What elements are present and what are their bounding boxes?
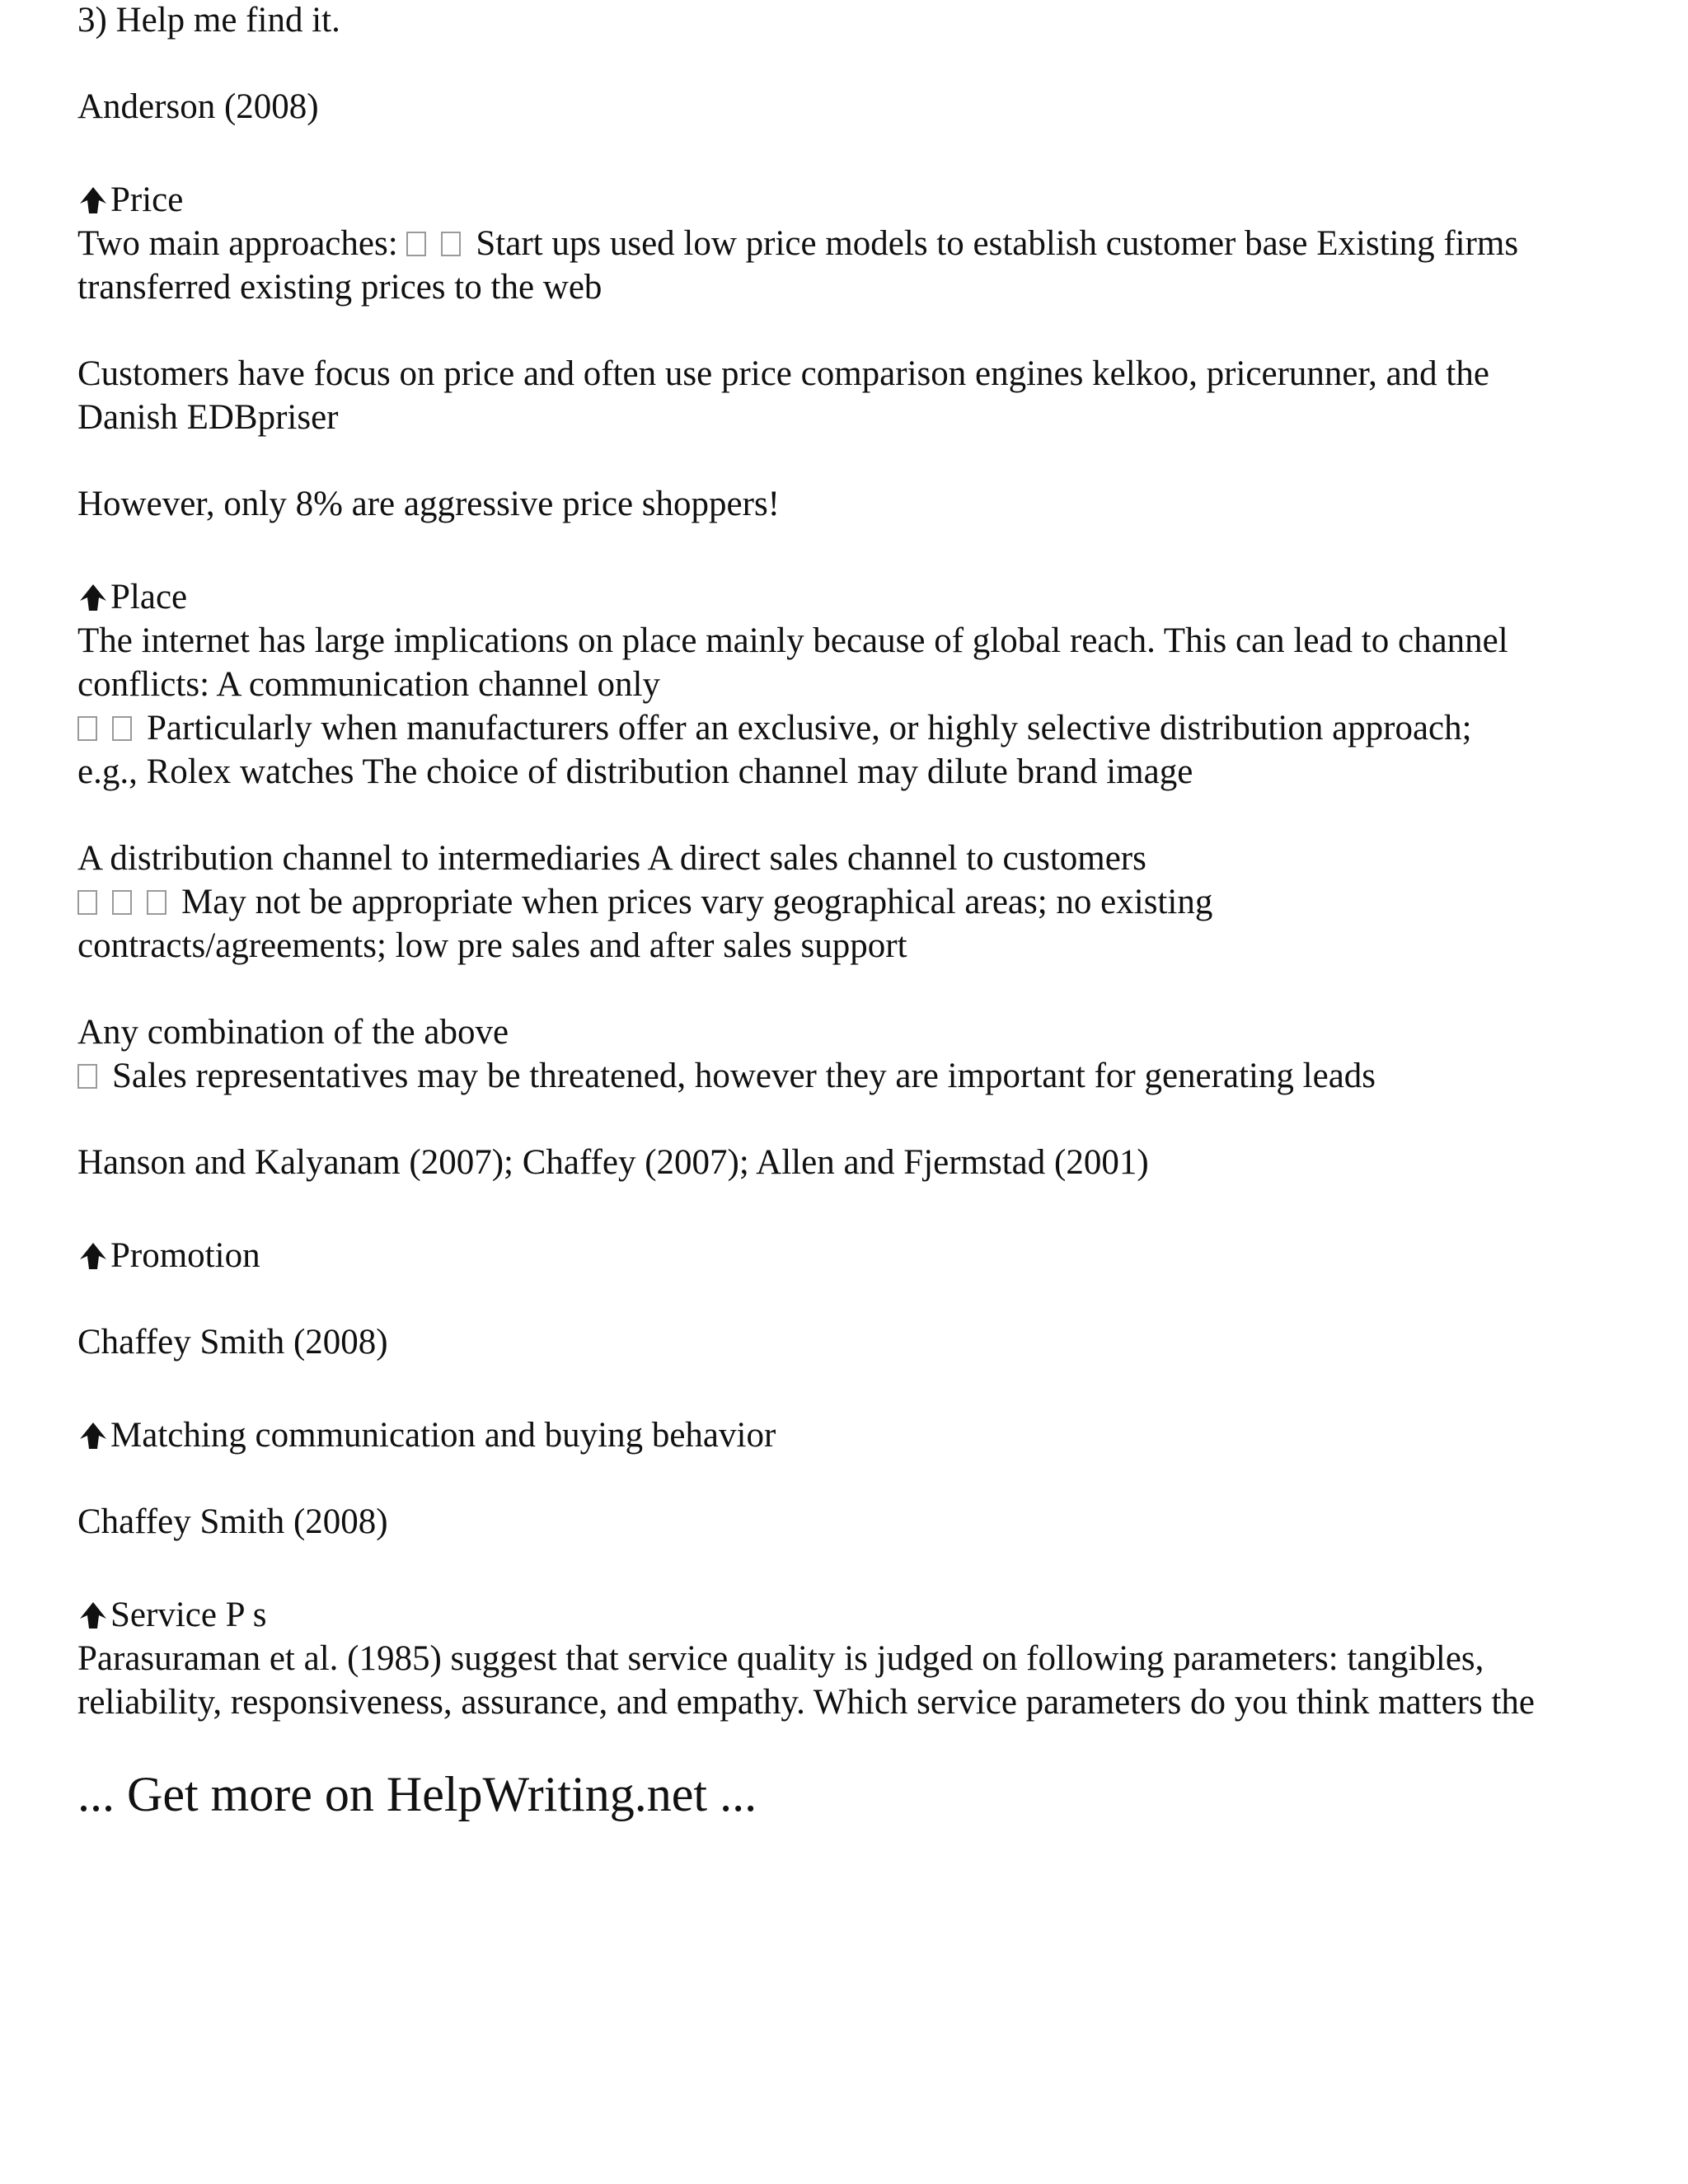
price-aggressive-line: However, only 8% are aggressive price shoppers!	[77, 485, 781, 523]
price-customers-line-1: Customers have focus on price and often use price comparison engines kelkoo, pricerunner, and the	[77, 354, 1489, 393]
place-para1-line-2: conflicts: A communication channel only	[77, 665, 660, 704]
section-heading-service	[77, 1593, 1627, 1637]
section-title-promotion: Promotion	[110, 1236, 260, 1275]
missing-glyph-box	[112, 890, 132, 915]
missing-glyph-box	[112, 716, 132, 741]
place-para1-line-3	[77, 706, 1627, 750]
up-arrow-icon	[77, 1240, 109, 1272]
citation-promotion: Chaffey Smith (2008)	[77, 1323, 388, 1361]
price-approaches-text: Two main approaches:	[77, 224, 407, 263]
section-title-price: Price	[110, 180, 184, 219]
place-sales-reps-text: Sales representatives may be threatened, however they are important for generating leads	[112, 1057, 1376, 1095]
place-para3-line-2	[77, 1054, 1627, 1098]
up-arrow-icon	[77, 581, 109, 614]
place-para2-line-3: contracts/agreements; low pre sales and after sales support	[77, 926, 907, 965]
citation-matching: Chaffey Smith (2008)	[77, 1502, 388, 1541]
up-arrow-icon	[77, 1599, 109, 1632]
section-heading-matching	[77, 1413, 1627, 1457]
section-heading-price	[77, 178, 1627, 222]
missing-glyph-box	[147, 890, 166, 915]
citation-place: Hanson and Kalyanam (2007); Chaffey (2007); Allen and Fjermstad (2001)	[77, 1143, 1149, 1182]
service-line-2: reliability, responsiveness, assurance, and empathy. Which service parameters do you think matters the	[77, 1683, 1536, 1722]
price-startups-text: Start ups used low price models to establish customer base Existing firms	[476, 224, 1519, 263]
place-prices-vary-text: May not be appropriate when prices vary geographical areas; no existing	[181, 883, 1213, 921]
place-para3-line-1: Any combination of the above	[77, 1013, 509, 1052]
section-title-service: Service P s	[110, 1596, 267, 1634]
up-arrow-icon	[77, 1419, 109, 1452]
price-transferred-line: transferred existing prices to the web	[77, 268, 603, 307]
place-para2-line-2	[77, 880, 1627, 924]
section-heading-promotion	[77, 1234, 1627, 1277]
place-para1-line-4: e.g., Rolex watches The choice of distribution channel may dilute brand image	[77, 752, 1193, 791]
missing-glyph-box	[406, 232, 426, 256]
document-page	[77, 0, 1627, 1823]
missing-glyph-box	[441, 232, 461, 256]
price-customers-line-2: Danish EDBpriser	[77, 398, 339, 437]
section-title-matching: Matching communication and buying behavior	[110, 1416, 776, 1455]
missing-glyph-box	[77, 1064, 97, 1089]
place-para1-line-1: The internet has large implications on place mainly because of global reach. This can lead to channel	[77, 621, 1508, 660]
missing-glyph-box	[77, 716, 97, 741]
service-line-1: Parasuraman et al. (1985) suggest that service quality is judged on following parameters: tangibles,	[77, 1639, 1484, 1678]
place-para2-line-1: A distribution channel to intermediaries A direct sales channel to customers	[77, 839, 1146, 878]
intro-line: 3) Help me find it.	[77, 1, 340, 40]
section-title-place: Place	[110, 578, 188, 616]
get-more-link[interactable]: ... Get more on HelpWriting.net ...	[77, 1767, 757, 1821]
section-heading-place	[77, 575, 1627, 619]
missing-glyph-box	[77, 890, 97, 915]
place-exclusive-text: Particularly when manufacturers offer an exclusive, or highly selective distribution approach;	[147, 709, 1472, 748]
price-approaches-line	[77, 222, 1627, 265]
up-arrow-icon	[77, 184, 109, 217]
citation-anderson: Anderson (2008)	[77, 87, 319, 126]
